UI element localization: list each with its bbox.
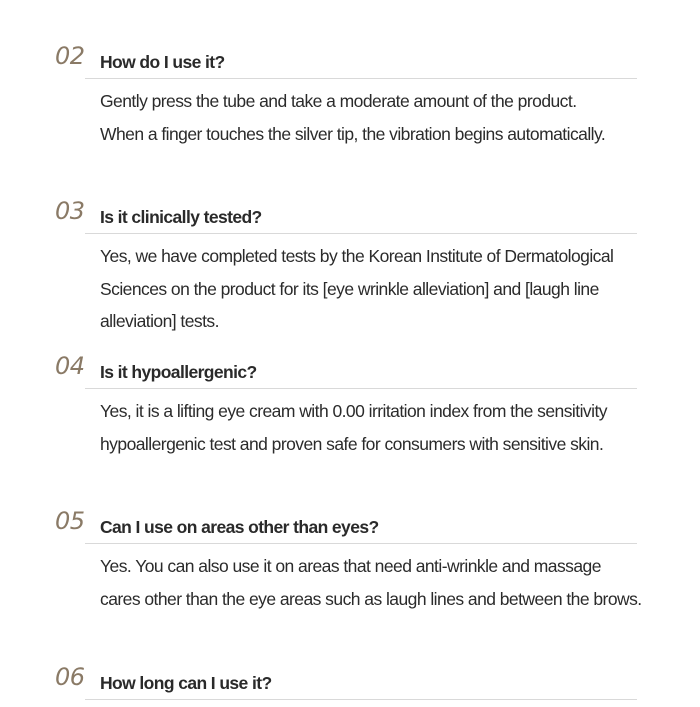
- faq-number: 03: [55, 197, 85, 225]
- answer-line: Yes, we have completed tests by the Korean Institute of Dermatological: [100, 246, 614, 266]
- answer-line: cares other than the eye areas such as laugh lines and between the brows.: [100, 588, 642, 609]
- divider: [85, 543, 637, 544]
- faq-question: Can I use on areas other than eyes?: [100, 517, 379, 537]
- faq-number: 02: [55, 42, 85, 70]
- answer-line: alleviation] tests.: [100, 311, 219, 331]
- faq-answer: [100, 395, 680, 460]
- divider: [85, 78, 637, 79]
- divider: [85, 699, 637, 700]
- answer-line: Sciences on the product for its [eye wrinkle alleviation] and [laugh line: [100, 278, 599, 299]
- faq-number: 06: [55, 663, 85, 691]
- faq-number: 05: [55, 507, 85, 535]
- faq-question: How do I use it?: [100, 52, 225, 72]
- faq-question: Is it hypoallergenic?: [100, 362, 257, 382]
- answer-line: Gently press the tube and take a moderate amount of the product.: [100, 91, 577, 111]
- faq-answer: [100, 240, 680, 338]
- faq-number: 04: [55, 352, 85, 380]
- answer-line: Yes. You can also use it on areas that need anti-wrinkle and massage: [100, 556, 601, 576]
- answer-line: When a finger touches the silver tip, the vibration begins automatically.: [100, 123, 606, 144]
- faq-question: Is it clinically tested?: [100, 207, 262, 227]
- faq-answer: [100, 550, 680, 615]
- divider: [85, 233, 637, 234]
- answer-line: Yes, it is a lifting eye cream with 0.00 irritation index from the sensitivity: [100, 401, 607, 421]
- faq-answer: [100, 85, 680, 150]
- answer-line: hypoallergenic test and proven safe for consumers with sensitive skin.: [100, 433, 604, 454]
- faq-question: How long can I use it?: [100, 673, 272, 693]
- divider: [85, 388, 637, 389]
